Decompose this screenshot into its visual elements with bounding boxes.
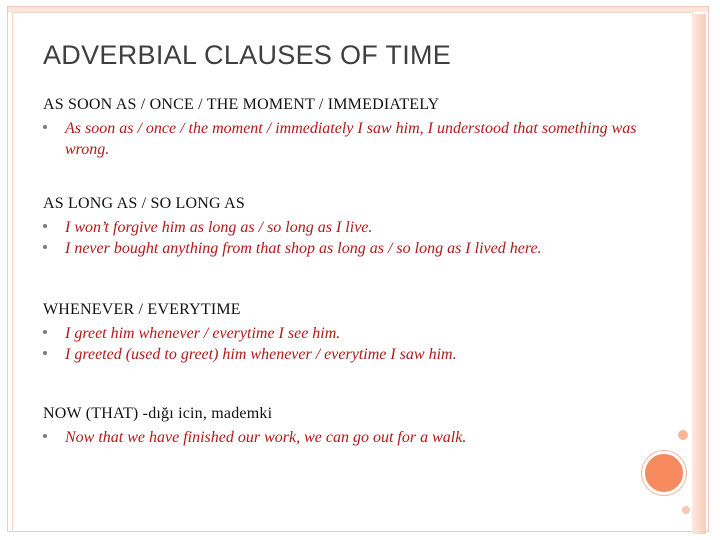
- section-heading: WHENEVER / EVERYTIME: [43, 301, 241, 318]
- decorative-circle-small-top: [676, 428, 690, 442]
- section-as-soon-as: [43, 95, 673, 160]
- slide-right-band: [692, 14, 706, 534]
- example-item: [43, 238, 673, 259]
- section-whenever: [43, 300, 673, 365]
- heading-translation: -dığı icin, mademki: [142, 405, 273, 422]
- example-text: I never bought anything from that shop as long as / so long as I lived here.: [65, 240, 542, 257]
- section-as-long-as: [43, 194, 673, 259]
- heading-keyword: NOW (THAT): [43, 405, 143, 422]
- slide-frame-inner: [12, 12, 693, 532]
- bullet-icon: [43, 330, 47, 334]
- bullet-icon: [43, 125, 47, 129]
- example-item: [43, 344, 673, 365]
- example-text: I greet him whenever / everytime I see him.: [65, 325, 341, 342]
- example-item: [43, 217, 673, 238]
- section-heading: AS LONG AS / SO LONG AS: [43, 195, 245, 212]
- slide-title: ADVERBIAL CLAUSES OF TIME: [43, 40, 452, 70]
- example-item: [43, 118, 673, 160]
- decorative-circle-small-bottom: [680, 504, 692, 516]
- bullet-icon: [43, 434, 47, 438]
- example-text: Now that we have finished our work, we can go out for a walk.: [65, 429, 467, 446]
- section-now-that: [43, 404, 673, 448]
- decorative-circle-large: [642, 451, 686, 495]
- section-heading: [43, 404, 673, 424]
- bullet-icon: [43, 224, 47, 228]
- example-text: I greeted (used to greet) him whenever / everytime I saw him.: [65, 346, 457, 363]
- bullet-icon: [43, 351, 47, 355]
- example-text: I won’t forgive him as long as / so long as I live.: [65, 219, 373, 236]
- example-item: [43, 323, 673, 344]
- example-item: [43, 427, 673, 448]
- section-heading: AS SOON AS / ONCE / THE MOMENT / IMMEDIATELY: [43, 96, 440, 113]
- example-text: As soon as / once / the moment / immediately I saw him, I understood that something was wrong.: [65, 120, 637, 158]
- bullet-icon: [43, 245, 47, 249]
